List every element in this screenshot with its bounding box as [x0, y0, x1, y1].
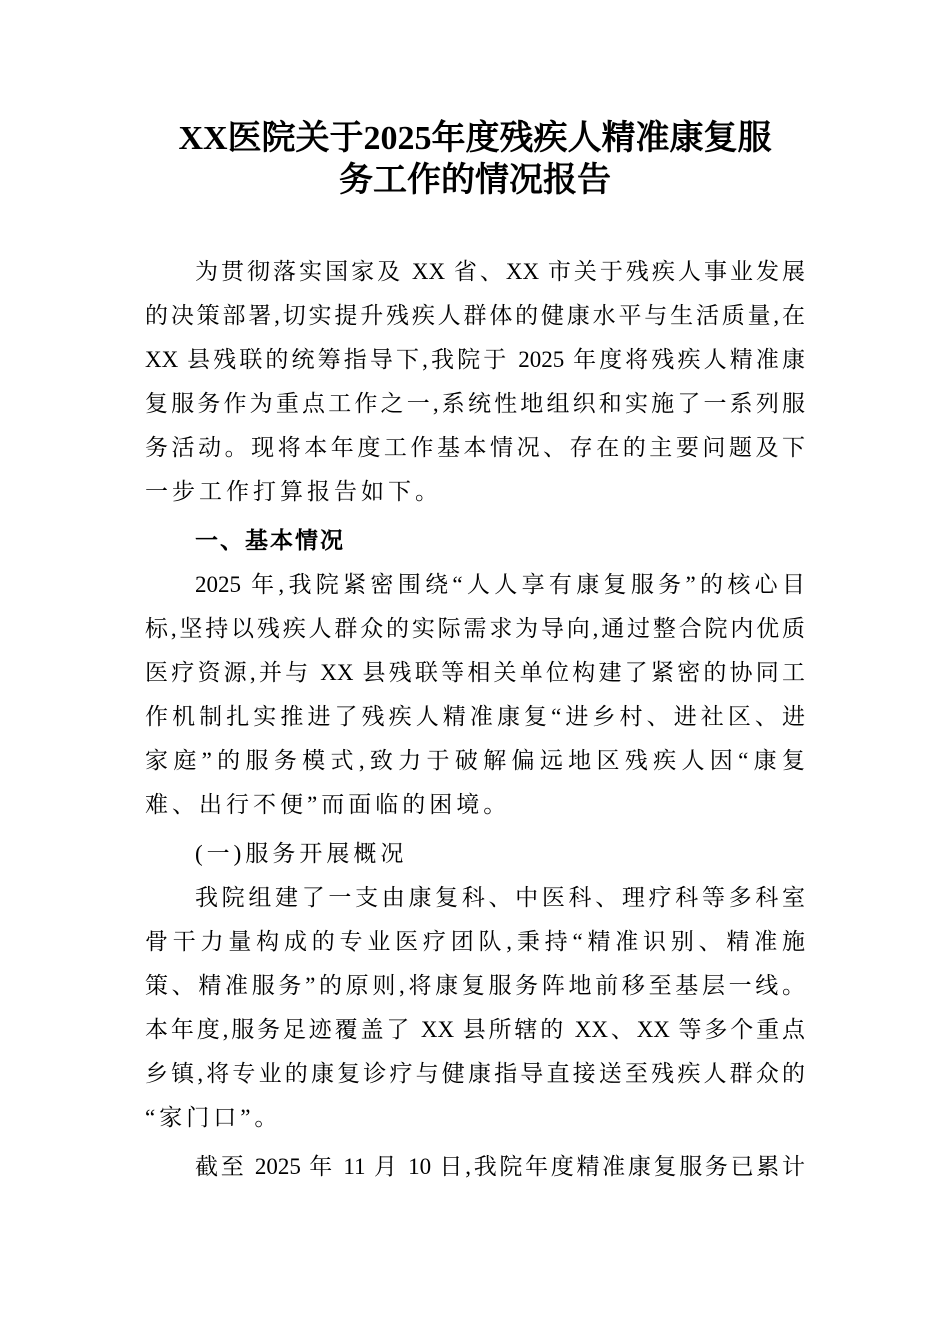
text-line: 一步工作打算报告如下。: [145, 479, 442, 504]
text-line: XX 县残联的统筹指导下,我院于 2025 年度将残疾人精准康: [145, 347, 805, 372]
text-line: 乡镇,将专业的康复诊疗与健康指导直接送至残疾人群众的: [145, 1061, 805, 1086]
text-line: 截至 2025 年 11 月 10 日,我院年度精准康复服务已累计: [195, 1154, 805, 1179]
text-line: 作机制扎实推进了残疾人精准康复“进乡村、进社区、进: [145, 704, 805, 729]
text-line: 我院组建了一支由康复科、中医科、理疗科等多科室: [195, 885, 805, 910]
title-line-2: 务工作的情况报告: [339, 162, 611, 199]
title-line-1: XX医院关于2025年度残疾人精准康复服: [178, 120, 772, 157]
text-line: 策、精准服务”的原则,将康复服务阵地前移至基层一线。: [145, 973, 805, 998]
text-line: 骨干力量构成的专业医疗团队,秉持“精准识别、精准施: [145, 929, 805, 954]
text-line: 本年度,服务足迹覆盖了 XX 县所辖的 XX、XX 等多个重点: [145, 1017, 805, 1042]
text-line: 医疗资源,并与 XX 县残联等相关单位构建了紧密的协同工: [145, 660, 805, 685]
text-line: 复服务作为重点工作之一,系统性地组织和实施了一系列服: [145, 391, 805, 416]
text-line: 难、出行不便”而面临的困境。: [145, 792, 511, 817]
text-line: 2025 年,我院紧密围绕“人人享有康复服务”的核心目: [195, 572, 805, 597]
text-line: 家庭”的服务模式,致力于破解偏远地区残疾人因“康复: [145, 748, 805, 773]
text-line: 的决策部署,切实提升残疾人群体的健康水平与生活质量,在: [145, 303, 805, 328]
subsection-heading: (一)服务开展概况: [195, 841, 408, 866]
text-line: “家门口”。: [145, 1105, 282, 1130]
text-line: 标,坚持以残疾人群众的实际需求为导向,通过整合院内优质: [145, 616, 805, 641]
text-line: 为贯彻落实国家及 XX 省、XX 市关于残疾人事业发展: [195, 259, 805, 284]
section-heading: 一、基本情况: [195, 528, 345, 553]
text-line: 务活动。现将本年度工作基本情况、存在的主要问题及下: [145, 435, 805, 460]
